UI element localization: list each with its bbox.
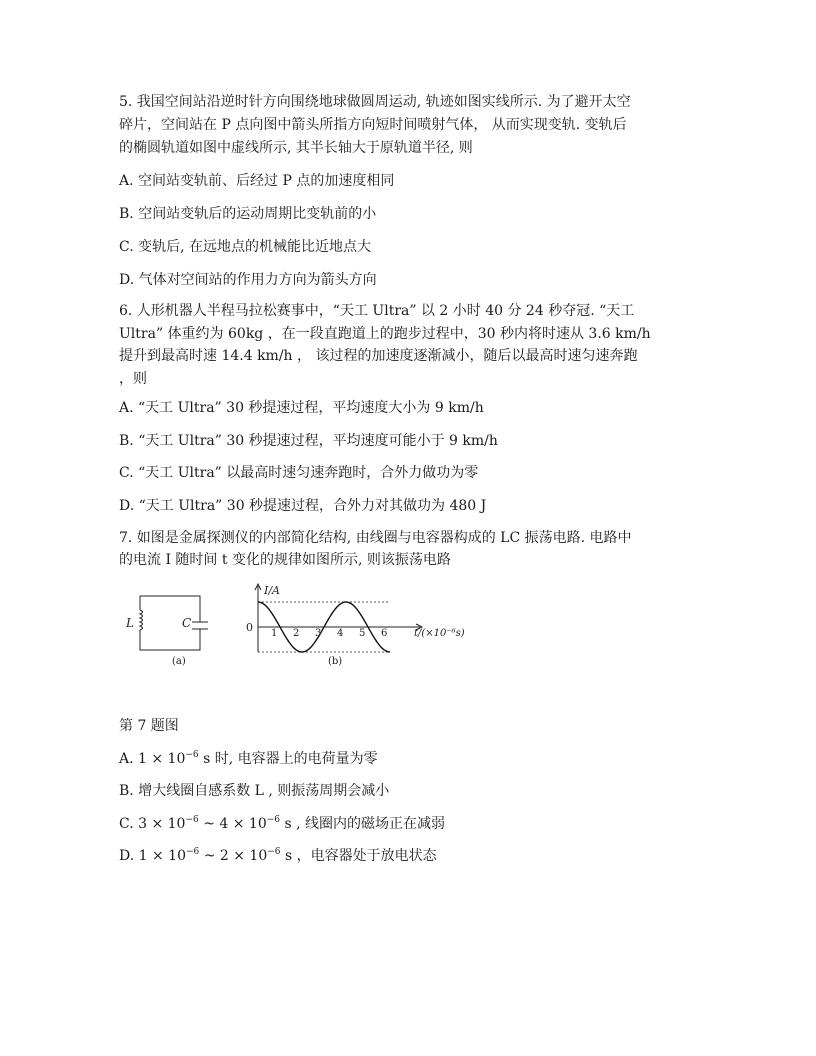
graph-xlabel: t/(×10⁻⁶s) <box>414 628 465 639</box>
capacitor-label: C <box>182 616 192 630</box>
q5-stem-line-1: 5. 我国空间站沿逆时针方向围绕地球做圆周运动, 轨迹如图实线所示. 为了避开太空 <box>119 94 631 110</box>
graph-tick-5: 5 <box>359 628 366 639</box>
lc-circuit-diagram <box>140 596 208 650</box>
current-time-graph <box>255 584 422 652</box>
q6-stem-line-1: 6. 人形机器人半程马拉松赛事中，“天工 Ultra” 以 2 小时 40 分 24 秒夺冠. “天工 <box>119 303 635 319</box>
q7-option-c: C. $3 \times 10^{-6}$ ~ $4 \times 10^{-6}$ s , 线圈内的磁场正在减弱 <box>119 815 446 832</box>
q7-option-a: A. $1 \times 10^{-6}$ s 时, 电容器上的电荷量为零 <box>119 750 378 767</box>
q5-option-d: D. 气体对空间站的作用力方向为箭头方向 <box>119 272 377 288</box>
q6-option-a: A. “天工 Ultra” 30 秒提速过程，平均速度大小为 9 km/h <box>119 400 484 416</box>
graph-ylabel: I/A <box>264 584 280 597</box>
q7-stem-line-2: 的电流 I 随时间 t 变化的规律如图所示, 则该振荡电路 <box>119 552 451 568</box>
q5-option-c: C. 变轨后, 在远地点的机械能比近地点大 <box>119 239 372 255</box>
q6-option-b: B. “天工 Ultra” 30 秒提速过程，平均速度可能小于 9 km/h <box>119 433 498 449</box>
q5-option-b: B. 空间站变轨后的运动周期比变轨前的小 <box>119 206 377 222</box>
graph-tick-2: 2 <box>293 628 300 639</box>
q7-figure <box>118 582 478 674</box>
circuit-caption: (a) <box>172 656 186 667</box>
inductor-label: L <box>126 616 134 630</box>
q7-option-d: D. $1 \times 10^{-6}$ ~ $2 \times 10^{-6}$ s ，电容器处于放电状态 <box>119 847 437 864</box>
q6-option-c: C. “天工 Ultra” 以最高时速匀速奔跑时，合外力做功为零 <box>119 465 479 481</box>
q7-option-b: B. 增大线圈自感系数 L , 则振荡周期会减小 <box>119 783 390 799</box>
q5-option-a: A. 空间站变轨前、后经过 P 点的加速度相同 <box>119 173 395 189</box>
q6-stem-line-2: Ultra” 体重约为 60kg ，在一段直跑道上的跑步过程中，30 秒内将时速从 3.6 km/h <box>119 326 651 342</box>
graph-caption: (b) <box>328 656 343 667</box>
graph-origin-label: 0 <box>246 621 253 634</box>
graph-tick-3: 3 <box>315 628 322 639</box>
q6-stem-line-4: ，则 <box>119 371 147 387</box>
graph-tick-1: 1 <box>271 628 278 639</box>
q7-figure-caption: 第 7 题图 <box>119 718 179 734</box>
q5-stem-line-3: 的椭圆轨道如图中虚线所示, 其半长轴大于原轨道半径, 则 <box>119 140 473 156</box>
q7-stem-line-1: 7. 如图是金属探测仪的内部简化结构, 由线圈与电容器构成的 LC 振荡电路. 电路中 <box>119 530 632 546</box>
graph-tick-6: 6 <box>381 628 388 639</box>
q5-stem-line-2: 碎片，空间站在 P 点向图中箭头所指方向短时间喷射气体， 从而实现变轨. 变轨后 <box>119 117 627 133</box>
graph-tick-4: 4 <box>337 628 344 639</box>
q6-stem-line-3: 提升到最高时速 14.4 km/h ， 该过程的加速度逐渐减小，随后以最高时速匀速奔跑 <box>119 348 638 364</box>
q6-option-d: D. “天工 Ultra” 30 秒提速过程，合外力对其做功为 480 J <box>119 498 487 514</box>
